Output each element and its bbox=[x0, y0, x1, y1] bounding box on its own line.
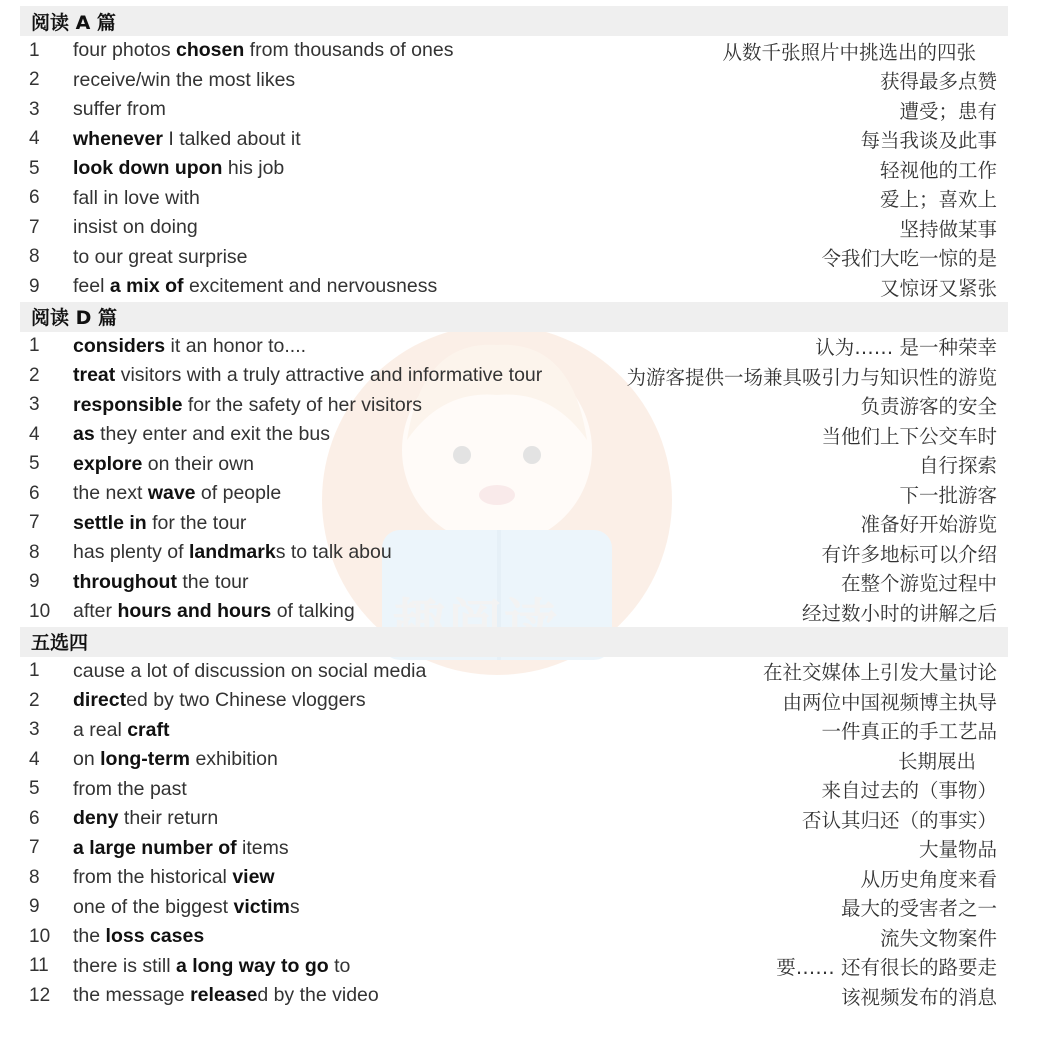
chinese-translation: 长期展出 bbox=[897, 749, 976, 773]
section-title: 阅读 D 篇 bbox=[31, 307, 118, 329]
item-number: 3 bbox=[29, 719, 40, 741]
key-term: view bbox=[232, 866, 275, 889]
key-term: responsible bbox=[73, 393, 183, 416]
vocab-row bbox=[0, 184, 1047, 214]
key-term: release bbox=[190, 984, 258, 1007]
phrase-text: has plenty of bbox=[73, 541, 189, 564]
item-number: 2 bbox=[29, 689, 40, 711]
english-phrase bbox=[73, 364, 542, 387]
chinese-translation: 从历史角度来看 bbox=[860, 867, 997, 891]
phrase-text: the message bbox=[73, 984, 191, 1007]
section-3 bbox=[0, 627, 1047, 1011]
chinese-translation: 经过数小时的讲解之后 bbox=[801, 601, 997, 625]
english-phrase bbox=[73, 512, 246, 535]
english-phrase bbox=[73, 335, 306, 358]
phrase-text: of people bbox=[195, 482, 282, 505]
phrase-text: from thousands of ones bbox=[244, 39, 454, 62]
item-number: 9 bbox=[29, 275, 40, 297]
chinese-translation: 令我们大吃一惊的是 bbox=[821, 247, 997, 271]
key-term: loss cases bbox=[105, 925, 205, 948]
phrase-text: exhibition bbox=[190, 748, 278, 771]
phrase-text: one of the biggest bbox=[73, 895, 234, 918]
phrase-text: for the safety of her visitors bbox=[182, 393, 422, 416]
english-phrase bbox=[73, 925, 204, 948]
vocab-row bbox=[0, 243, 1047, 273]
phrase-text: there is still bbox=[73, 954, 176, 977]
english-phrase bbox=[73, 394, 422, 417]
item-number: 9 bbox=[29, 571, 40, 593]
chinese-translation: 在社交媒体上引发大量讨论 bbox=[762, 661, 997, 685]
phrase-text: fall in love with bbox=[73, 186, 200, 209]
item-number: 1 bbox=[29, 660, 40, 682]
phrase-text: s bbox=[289, 895, 300, 918]
vocab-row bbox=[0, 450, 1047, 480]
phrase-text: the bbox=[73, 925, 106, 948]
vocab-row bbox=[0, 981, 1047, 1011]
english-phrase bbox=[73, 719, 169, 742]
key-term: considers bbox=[73, 334, 166, 357]
chinese-translation: 该视频发布的消息 bbox=[840, 985, 997, 1009]
item-number: 1 bbox=[29, 335, 40, 357]
key-term: explore bbox=[73, 452, 143, 475]
chinese-translation: 最大的受害者之一 bbox=[840, 897, 997, 921]
chinese-translation: 由两位中国视频博主执导 bbox=[782, 690, 997, 714]
english-phrase bbox=[73, 187, 200, 210]
key-term: chosen bbox=[175, 39, 245, 62]
vocab-row bbox=[0, 804, 1047, 834]
chinese-translation: 大量物品 bbox=[918, 838, 997, 862]
chinese-translation: 当他们上下公交车时 bbox=[821, 424, 997, 448]
phrase-text: his job bbox=[222, 157, 285, 180]
item-number: 7 bbox=[29, 216, 40, 238]
phrase-text: feel bbox=[73, 275, 110, 298]
vocab-row bbox=[0, 538, 1047, 568]
item-number: 5 bbox=[29, 778, 40, 800]
item-number: 9 bbox=[29, 896, 40, 918]
chinese-translation: 有许多地标可以介绍 bbox=[821, 542, 997, 566]
item-number: 6 bbox=[29, 482, 40, 504]
phrase-text: visitors with a truly attractive and informative tour bbox=[115, 364, 543, 387]
item-number: 1 bbox=[29, 39, 40, 61]
phrase-text: from the past bbox=[73, 777, 187, 800]
phrase-text: on their own bbox=[142, 452, 255, 475]
key-term: treat bbox=[73, 364, 116, 387]
phrase-text: to our great surprise bbox=[73, 245, 248, 268]
key-term: landmark bbox=[189, 541, 276, 564]
vocab-row bbox=[0, 922, 1047, 952]
vocab-row bbox=[0, 657, 1047, 687]
item-number: 4 bbox=[29, 128, 40, 150]
english-phrase bbox=[73, 896, 300, 919]
chinese-translation: 获得最多点赞 bbox=[879, 70, 997, 94]
item-number: 11 bbox=[29, 955, 49, 977]
vocab-row bbox=[0, 893, 1047, 923]
vocab-row bbox=[0, 125, 1047, 155]
phrase-text: it an honor to.... bbox=[165, 334, 307, 357]
item-number: 4 bbox=[29, 748, 40, 770]
phrase-text: the next bbox=[73, 482, 148, 505]
english-phrase bbox=[73, 660, 426, 683]
phrase-text: receive/win the most likes bbox=[73, 68, 296, 91]
vocab-row bbox=[0, 36, 1047, 66]
key-term: look down upon bbox=[73, 157, 223, 180]
vocab-row bbox=[0, 716, 1047, 746]
phrase-text: of talking bbox=[271, 600, 355, 623]
phrase-text: they enter and exit the bus bbox=[94, 423, 330, 446]
english-phrase bbox=[73, 984, 379, 1007]
item-number: 7 bbox=[29, 837, 40, 859]
chinese-translation: 要…… 还有很长的路要走 bbox=[776, 956, 997, 980]
key-term: as bbox=[73, 423, 95, 446]
section-header bbox=[20, 6, 1008, 36]
item-number: 3 bbox=[29, 98, 40, 120]
chinese-translation: 认为…… 是一种荣幸 bbox=[815, 336, 997, 360]
chinese-translation: 从数千张照片中挑选出的四张 bbox=[722, 40, 976, 64]
phrase-text: excitement and nervousness bbox=[183, 275, 438, 298]
phrase-text: the tour bbox=[176, 570, 249, 593]
phrase-text: from the historical bbox=[73, 866, 233, 889]
key-term: settle in bbox=[73, 511, 147, 534]
item-number: 6 bbox=[29, 807, 40, 829]
key-term: a large number of bbox=[73, 836, 237, 859]
chinese-translation: 爱上；喜欢上 bbox=[879, 188, 997, 212]
english-phrase bbox=[73, 778, 187, 801]
english-phrase bbox=[73, 866, 275, 889]
chinese-translation: 为游客提供一场兼具吸引力与知识性的游览 bbox=[626, 365, 997, 389]
chinese-translation: 流失文物案件 bbox=[879, 926, 997, 950]
vocab-row bbox=[0, 745, 1047, 775]
vocab-row bbox=[0, 361, 1047, 391]
phrase-text: for the tour bbox=[146, 511, 247, 534]
vocab-row bbox=[0, 95, 1047, 125]
sections-container bbox=[0, 6, 1047, 1011]
english-phrase bbox=[73, 39, 453, 62]
phrase-text: I talked about it bbox=[162, 127, 301, 150]
vocab-row bbox=[0, 272, 1047, 302]
phrase-text: on bbox=[73, 748, 101, 771]
key-term: hours and hours bbox=[117, 600, 272, 623]
chinese-translation: 每当我谈及此事 bbox=[860, 129, 997, 153]
chinese-translation: 负责游客的安全 bbox=[860, 395, 997, 419]
key-term: long-term bbox=[100, 748, 191, 771]
vocab-row bbox=[0, 597, 1047, 627]
vocab-row bbox=[0, 66, 1047, 96]
chinese-translation: 一件真正的手工艺品 bbox=[821, 720, 997, 744]
item-number: 10 bbox=[29, 600, 51, 622]
key-term: direct bbox=[73, 689, 127, 712]
chinese-translation: 来自过去的（事物） bbox=[821, 779, 997, 803]
english-phrase bbox=[73, 482, 281, 505]
item-number: 6 bbox=[29, 187, 40, 209]
section-title: 阅读 A 篇 bbox=[31, 11, 116, 34]
vocab-row bbox=[0, 834, 1047, 864]
chinese-translation: 准备好开始游览 bbox=[860, 513, 997, 537]
item-number: 8 bbox=[29, 246, 40, 268]
item-number: 8 bbox=[29, 866, 40, 888]
vocab-row bbox=[0, 775, 1047, 805]
key-term: whenever bbox=[73, 127, 163, 150]
vocab-row bbox=[0, 420, 1047, 450]
chinese-translation: 轻视他的工作 bbox=[879, 158, 997, 182]
key-term: throughout bbox=[73, 570, 177, 593]
phrase-text: a real bbox=[73, 718, 128, 741]
chinese-translation: 否认其归还（的事实） bbox=[801, 808, 997, 832]
section-header bbox=[20, 627, 1008, 657]
english-phrase bbox=[73, 541, 392, 564]
phrase-text: d by the video bbox=[257, 984, 379, 1007]
chinese-translation: 下一批游客 bbox=[899, 483, 997, 507]
vocab-row bbox=[0, 509, 1047, 539]
english-phrase bbox=[73, 807, 218, 830]
vocab-row bbox=[0, 479, 1047, 509]
item-number: 4 bbox=[29, 423, 40, 445]
phrase-text: to bbox=[328, 954, 351, 977]
phrase-text: ed by two Chinese vloggers bbox=[126, 689, 366, 712]
item-number: 8 bbox=[29, 541, 40, 563]
key-term: victim bbox=[233, 895, 290, 918]
english-phrase bbox=[73, 98, 166, 121]
vocab-row bbox=[0, 391, 1047, 421]
phrase-text: items bbox=[236, 836, 289, 859]
chinese-translation: 坚持做某事 bbox=[899, 217, 997, 241]
phrase-text: four photos bbox=[73, 39, 176, 62]
english-phrase bbox=[73, 453, 254, 476]
item-number: 2 bbox=[29, 69, 40, 91]
english-phrase bbox=[73, 955, 350, 978]
vocab-row bbox=[0, 686, 1047, 716]
english-phrase bbox=[73, 600, 355, 623]
vocab-row bbox=[0, 952, 1047, 982]
item-number: 5 bbox=[29, 157, 40, 179]
phrase-text: suffer from bbox=[73, 98, 166, 121]
english-phrase bbox=[73, 157, 284, 180]
vocab-row bbox=[0, 568, 1047, 598]
key-term: a mix of bbox=[109, 275, 184, 298]
chinese-translation: 遭受；患有 bbox=[899, 99, 997, 123]
english-phrase bbox=[73, 246, 248, 269]
phrase-text: insist on doing bbox=[73, 216, 198, 239]
phrase-text: their return bbox=[118, 807, 219, 830]
phrase-text: s to talk abou bbox=[275, 541, 392, 564]
item-number: 2 bbox=[29, 364, 40, 386]
watermark-text: 趣阅读 bbox=[392, 593, 560, 656]
english-phrase bbox=[73, 69, 295, 92]
english-phrase bbox=[73, 423, 330, 446]
item-number: 10 bbox=[29, 925, 51, 947]
vocab-row bbox=[0, 332, 1047, 362]
key-term: wave bbox=[147, 482, 196, 505]
item-number: 12 bbox=[29, 984, 51, 1006]
english-phrase bbox=[73, 748, 278, 771]
key-term: a long way to go bbox=[175, 954, 329, 977]
phrase-text: cause a lot of discussion on social media bbox=[73, 659, 427, 682]
chinese-translation: 自行探索 bbox=[918, 454, 997, 478]
vocab-row bbox=[0, 213, 1047, 243]
chinese-translation: 又惊讶又紧张 bbox=[879, 276, 997, 300]
section-2 bbox=[0, 302, 1047, 627]
english-phrase bbox=[73, 571, 249, 594]
english-phrase bbox=[73, 689, 366, 712]
phrase-text: after bbox=[73, 600, 118, 623]
english-phrase bbox=[73, 837, 289, 860]
section-1 bbox=[0, 6, 1047, 302]
item-number: 5 bbox=[29, 453, 40, 475]
key-term: craft bbox=[127, 718, 170, 741]
chinese-translation: 在整个游览过程中 bbox=[840, 572, 997, 596]
vocab-row bbox=[0, 154, 1047, 184]
english-phrase bbox=[73, 216, 198, 239]
section-header bbox=[20, 302, 1008, 332]
key-term: deny bbox=[73, 807, 119, 830]
english-phrase bbox=[73, 275, 437, 298]
item-number: 3 bbox=[29, 394, 40, 416]
english-phrase bbox=[73, 128, 301, 151]
section-title: 五选四 bbox=[31, 632, 89, 654]
vocab-row bbox=[0, 863, 1047, 893]
item-number: 7 bbox=[29, 512, 40, 534]
